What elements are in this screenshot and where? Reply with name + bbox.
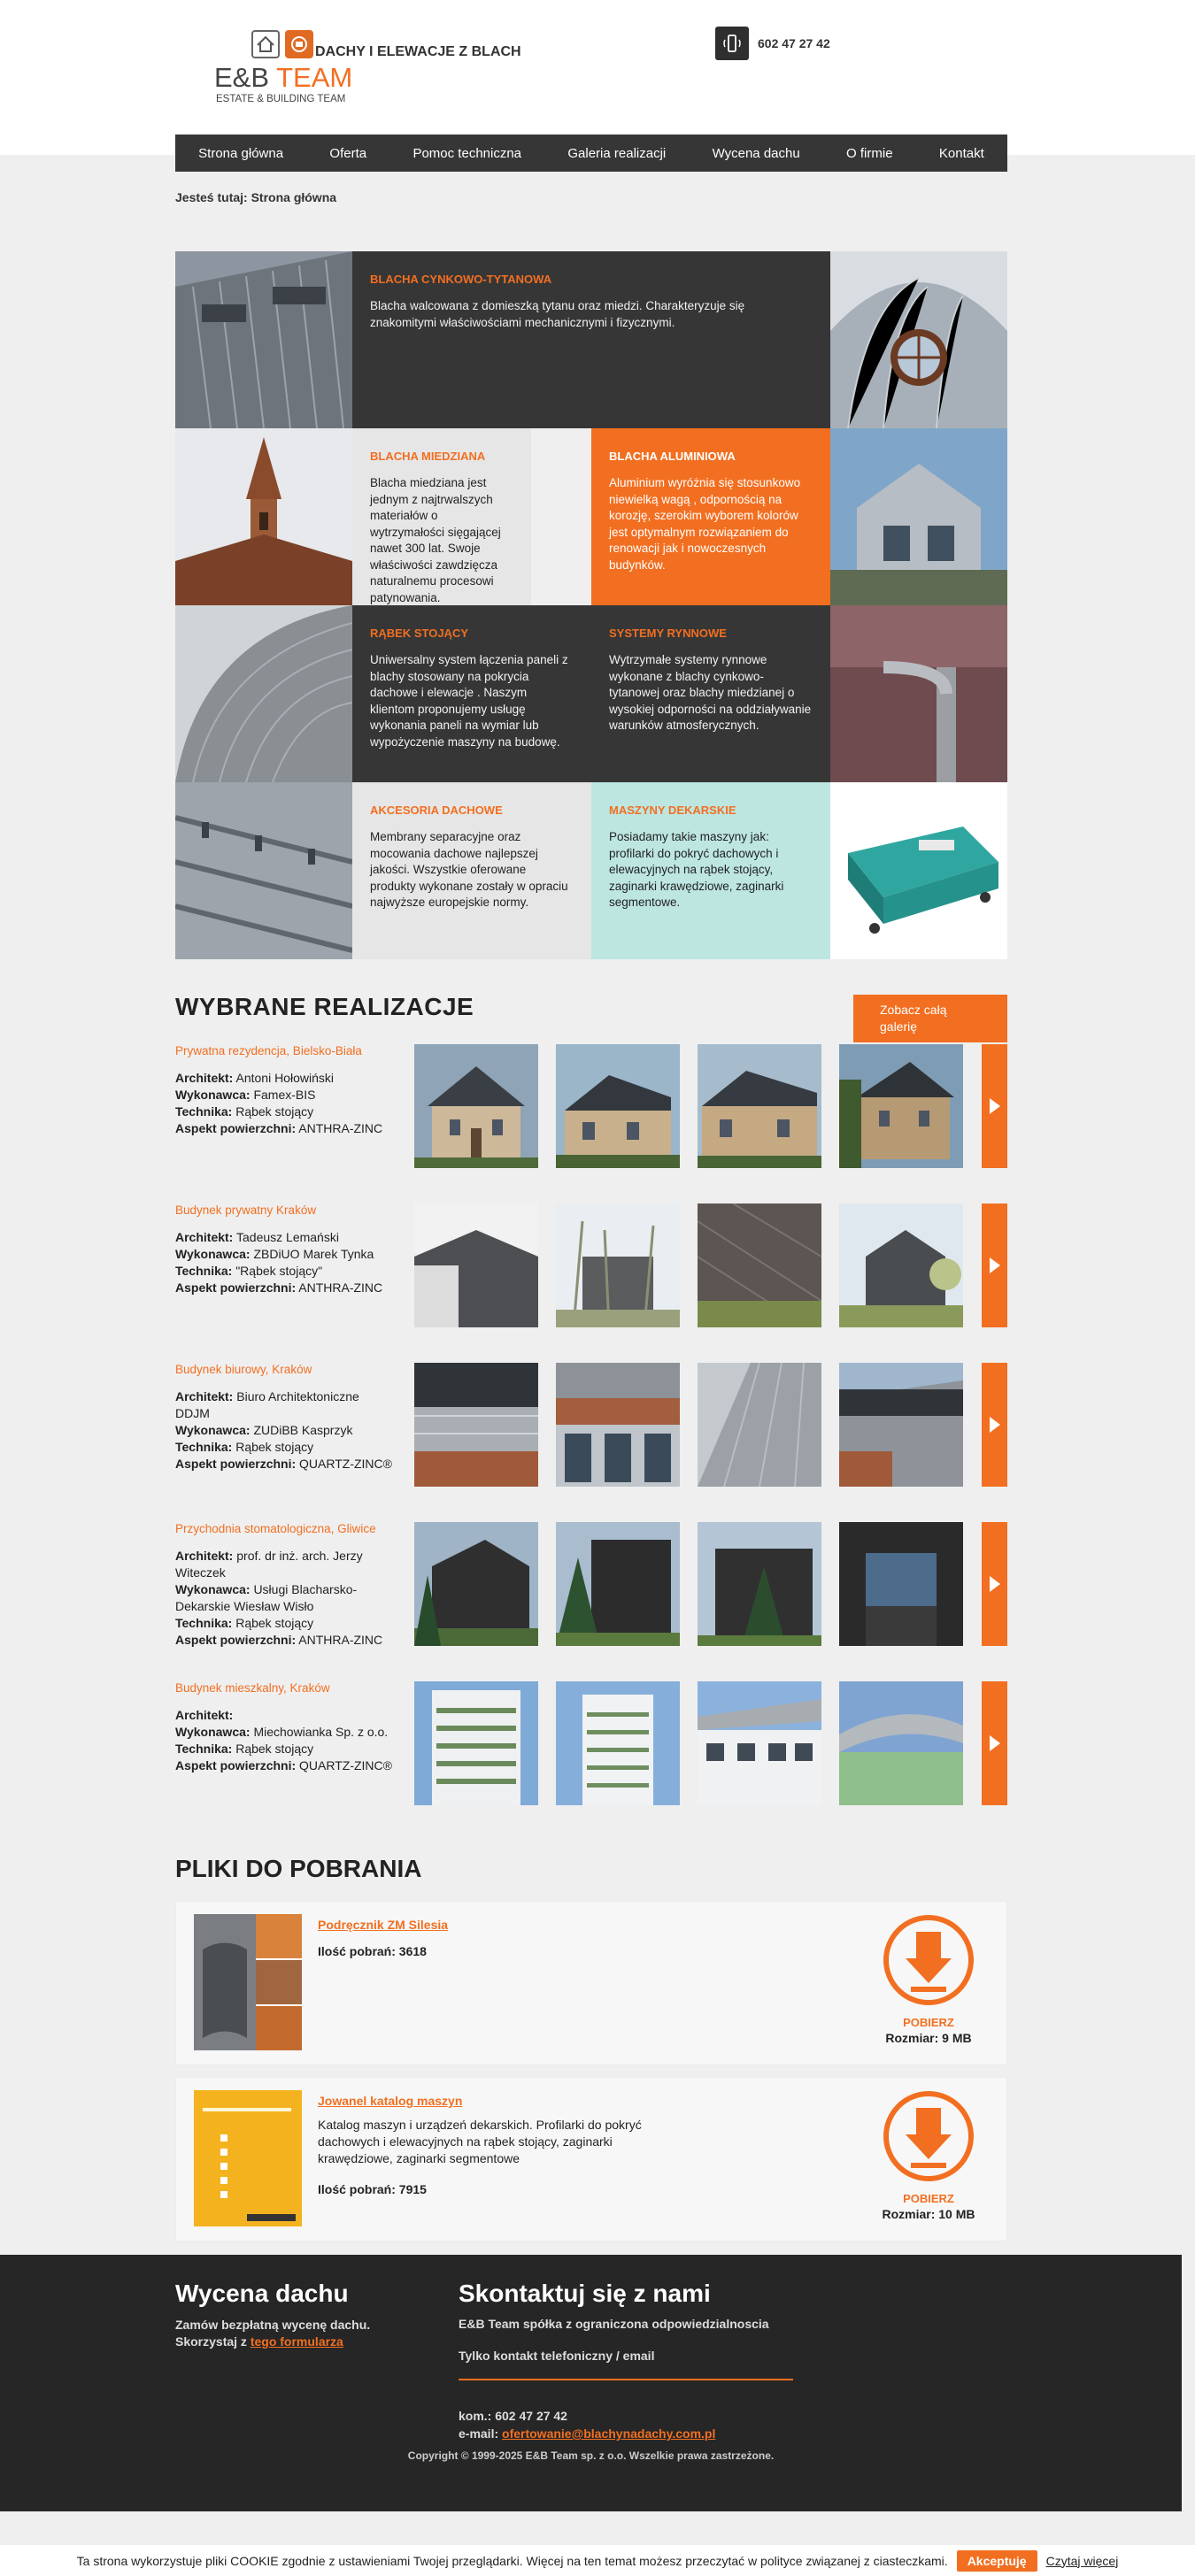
nav-about[interactable]: O firmie (846, 145, 893, 161)
photo-machine[interactable] (830, 782, 1007, 959)
download-item (175, 1901, 1007, 2065)
cookie-bar (0, 2545, 1195, 2576)
file-description: Katalog maszyn i urządzeń dekarskich. Profilarki do pokryć dachowych i elewacyjnych na rąbek stojący, zaginarki krawędziowe, zaginarki segmentowe (318, 2118, 642, 2165)
photo-roof-accessories[interactable] (175, 782, 352, 959)
project-thumb[interactable] (839, 1522, 963, 1646)
file-thumbnail[interactable] (194, 1914, 302, 2050)
project-thumb[interactable] (414, 1044, 538, 1168)
offer-card-copper[interactable]: BLACHA MIEDZIANA Blacha miedziana jest jednym z najtrwalszych materiałów o wytrzymałości sięgającej nawet 300 lat. Swoje właściwości zawdzięcza naturalnemu procesowi patynowania. (352, 428, 531, 605)
cookie-more-link[interactable]: Czytaj więcej (1045, 2553, 1119, 2568)
offer-card-accessories[interactable]: AKCESORIA DACHOWE Membrany separacyjne oraz mocowania dachowe najlepszej jakości. Wszystkie oferowane produkty wykonane zostały w opraciu najwyższe europejskie normy. (352, 782, 591, 959)
nav-home[interactable]: Strona główna (198, 145, 284, 161)
divider (459, 2379, 793, 2380)
company-name: E&B Team spółka z ograniczona odpowiedzialnoscia (459, 2317, 769, 2331)
download-item (175, 2077, 1007, 2242)
project-thumb[interactable] (698, 1044, 821, 1168)
logo-tagline: DACHY I ELEWACJE Z BLACH (315, 44, 521, 59)
project-thumb[interactable] (556, 1203, 680, 1327)
next-arrow-button[interactable] (982, 1522, 1007, 1646)
cookie-accept-button[interactable]: Akceptuję (957, 2550, 1037, 2572)
nav-offer[interactable]: Oferta (329, 145, 367, 161)
quote-form-link[interactable]: tego formularza (250, 2334, 343, 2349)
project-row: Budynek mieszkalny, Kraków Architekt: Wykonawca: Miechowianka Sp. z o.o. Technika: Rąbek stojący Aspekt powierzchni: QUARTZ-ZINC® (175, 1681, 1007, 1805)
project-row: Budynek prywatny Kraków Architekt: Tadeusz Lemański Wykonawca: ZBDiUO Marek Tynka Technika: "Rąbek stojący" Aspekt powierzchni: ANTHRA-ZINC (175, 1203, 1007, 1327)
footer-contact-title: Skontaktuj się z nami (459, 2280, 711, 2307)
project-thumb[interactable] (414, 1681, 538, 1805)
download-count: Ilość pobrań: 7915 (318, 2182, 427, 2196)
logo[interactable] (214, 27, 551, 111)
project-thumb[interactable] (414, 1363, 538, 1487)
nav-roof-quote[interactable]: Wycena dachu (712, 145, 800, 161)
project-name[interactable]: Przychodnia stomatologiczna, Gliwice (175, 1522, 376, 1535)
project-thumb[interactable] (556, 1522, 680, 1646)
realizations-title: WYBRANE REALIZACJE (175, 993, 474, 1020)
project-thumb[interactable] (698, 1203, 821, 1327)
footer-phone: kom.: 602 47 27 42 (459, 2409, 567, 2423)
copyright: Copyright © 1999-2025 E&B Team sp. z o.o. Wszelkie prawa zastrzeżone. (407, 2449, 775, 2462)
project-thumb[interactable] (556, 1681, 680, 1805)
file-size: Rozmiar: 9 MB (885, 2031, 972, 2045)
chevron-right-icon (990, 1735, 1000, 1751)
photo-zinc-facade[interactable] (175, 251, 352, 428)
file-thumbnail[interactable] (194, 2090, 302, 2226)
project-row: Budynek biurowy, Kraków Architekt: Biuro Architektoniczne DDJM Wykonawca: ZUDiBB Kasprzyk Technika: Rąbek stojący Aspekt powierzchni: QUARTZ-ZINC® (175, 1363, 1007, 1487)
phone-icon (715, 27, 749, 60)
offer-card-zinc[interactable]: BLACHA CYNKOWO-TYTANOWA Blacha walcowana z domieszką tytanu oraz miedzi. Charakteryzuje się znakomitymi właściwościami mechanicznymi i fizycznymi. (352, 251, 830, 428)
gallery-button[interactable]: Zobacz całą galerię (853, 995, 1007, 1042)
house-icon (251, 30, 280, 58)
photo-copper-tower[interactable] (175, 428, 352, 605)
project-name[interactable]: Budynek mieszkalny, Kraków (175, 1681, 330, 1695)
photo-gutter[interactable] (830, 605, 1007, 782)
download-icon[interactable] (883, 2090, 975, 2182)
download-count: Ilość pobrań: 3618 (318, 1944, 427, 1958)
offer-card-standing-seam[interactable]: RĄBEK STOJĄCY Uniwersalny system łączenia paneli z blachy stosowany na pokrycia dachowe i elewacje . Naszym klientom proponujemy usługę wykonania paneli na wymiar lub wypożyczenie maszyny na budowę. (352, 605, 591, 782)
project-thumb[interactable] (414, 1522, 538, 1646)
project-thumb[interactable] (556, 1363, 680, 1487)
project-row: Prywatna rezydencja, Bielsko-Biała Architekt: Antoni Hołowiński Wykonawca: Famex-BIS Technika: Rąbek stojący Aspekt powierzchni: ANTHRA-ZINC (175, 1044, 1007, 1168)
breadcrumb: Jesteś tutaj: Strona główna (175, 190, 337, 204)
photo-standing-seam[interactable] (175, 605, 352, 782)
next-arrow-button[interactable] (982, 1363, 1007, 1487)
main-nav (175, 135, 1007, 172)
chevron-right-icon (990, 1098, 1000, 1114)
offer-card-gutters[interactable]: SYSTEMY RYNNOWE Wytrzymałe systemy rynnowe wykonane z blachy cynkowo-tytanowej oraz blachy miedzianej o wysokiej odporności na oddziaływanie warunków atmosferycznych. (591, 605, 830, 782)
photo-round-window[interactable] (830, 251, 1007, 428)
download-icon[interactable] (883, 1914, 975, 2006)
logo-name: E&B TEAM (214, 62, 353, 93)
project-name[interactable]: Prywatna rezydencja, Bielsko-Biała (175, 1044, 362, 1057)
footer-quote-title: Wycena dachu (175, 2280, 349, 2307)
project-thumb[interactable] (839, 1203, 963, 1327)
file-link[interactable]: Jowanel katalog maszyn (318, 2094, 463, 2108)
file-link[interactable]: Podręcznik ZM Silesia (318, 1918, 449, 1932)
header-phone (715, 27, 830, 60)
badge-icon (285, 30, 313, 58)
chevron-right-icon (990, 1257, 1000, 1273)
project-name[interactable]: Budynek biurowy, Kraków (175, 1363, 312, 1376)
photo-aluminium-house[interactable] (830, 428, 1007, 605)
nav-gallery[interactable]: Galeria realizacji (567, 145, 667, 161)
offer-card-machines[interactable]: MASZYNY DEKARSKIE Posiadamy takie maszyny jak: profilarki do pokryć dachowych i elewacyjnych na rąbek stojący, zaginarki krawędziowe, zaginarki segmentowe. (591, 782, 830, 959)
chevron-right-icon (990, 1417, 1000, 1433)
project-thumb[interactable] (839, 1363, 963, 1487)
nav-contact[interactable]: Kontakt (938, 145, 984, 161)
phone-number: 602 47 27 42 (758, 36, 830, 50)
header (0, 0, 1195, 155)
nav-tech-support[interactable]: Pomoc techniczna (412, 145, 522, 161)
next-arrow-button[interactable] (982, 1203, 1007, 1327)
project-thumb[interactable] (839, 1044, 963, 1168)
project-thumb[interactable] (839, 1681, 963, 1805)
project-row: Przychodnia stomatologiczna, Gliwice Architekt: prof. dr inż. arch. Jerzy Witeczek Wykonawca: Usługi Blacharsko-Dekarskie Wiesław Wisło Technika: Rąbek stojący Aspekt powierzchni: ANTHRA-ZINC (175, 1522, 1007, 1646)
download-button[interactable]: POBIERZ (903, 2016, 954, 2029)
file-size: Rozmiar: 10 MB (882, 2207, 975, 2221)
footer: Wycena dachu Zamów bezpłatną wycenę dachu. Skorzystaj z tego formularza Skontaktuj się z nami E&B Team spółka z ograniczona odpowiedzialnoscia Tylko kontakt telefoniczny / email kom.: 602 47 27 42 e-mail: ofertowanie@blachynadachy.com.pl Copyright © 1999-2025 E&B Team sp. z o.o. Wszelkie prawa zastrzeżone. (0, 2255, 1182, 2511)
next-arrow-button[interactable] (982, 1681, 1007, 1805)
project-thumb[interactable] (556, 1044, 680, 1168)
offer-grid (175, 251, 1007, 959)
project-thumb[interactable] (698, 1522, 821, 1646)
project-name[interactable]: Budynek prywatny Kraków (175, 1203, 317, 1217)
cookie-text: Ta strona wykorzystuje pliki COOKIE zgodnie z ustawieniami Twojej przeglądarki. Więcej na ten temat możesz przeczytać w polityce związanej z ciasteczkami. (76, 2553, 948, 2568)
download-button[interactable]: POBIERZ (903, 2192, 954, 2205)
chevron-right-icon (990, 1576, 1000, 1592)
project-thumb[interactable] (414, 1203, 538, 1327)
project-thumb[interactable] (698, 1681, 821, 1805)
offer-card-aluminium[interactable]: BLACHA ALUMINIOWA Aluminium wyróżnia się stosunkowo niewielką wagą , odpornością na korozję, szerokim wyborem kolorów jest optymalnym rozwiązaniem do renowacji jak i nowoczesnych budynków. (591, 428, 830, 605)
next-arrow-button[interactable] (982, 1044, 1007, 1168)
project-thumb[interactable] (698, 1363, 821, 1487)
downloads-title: PLIKI DO POBRANIA (175, 1855, 422, 1882)
email-link[interactable]: ofertowanie@blachynadachy.com.pl (502, 2426, 716, 2441)
logo-subtitle: ESTATE & BUILDING TEAM (216, 94, 346, 104)
